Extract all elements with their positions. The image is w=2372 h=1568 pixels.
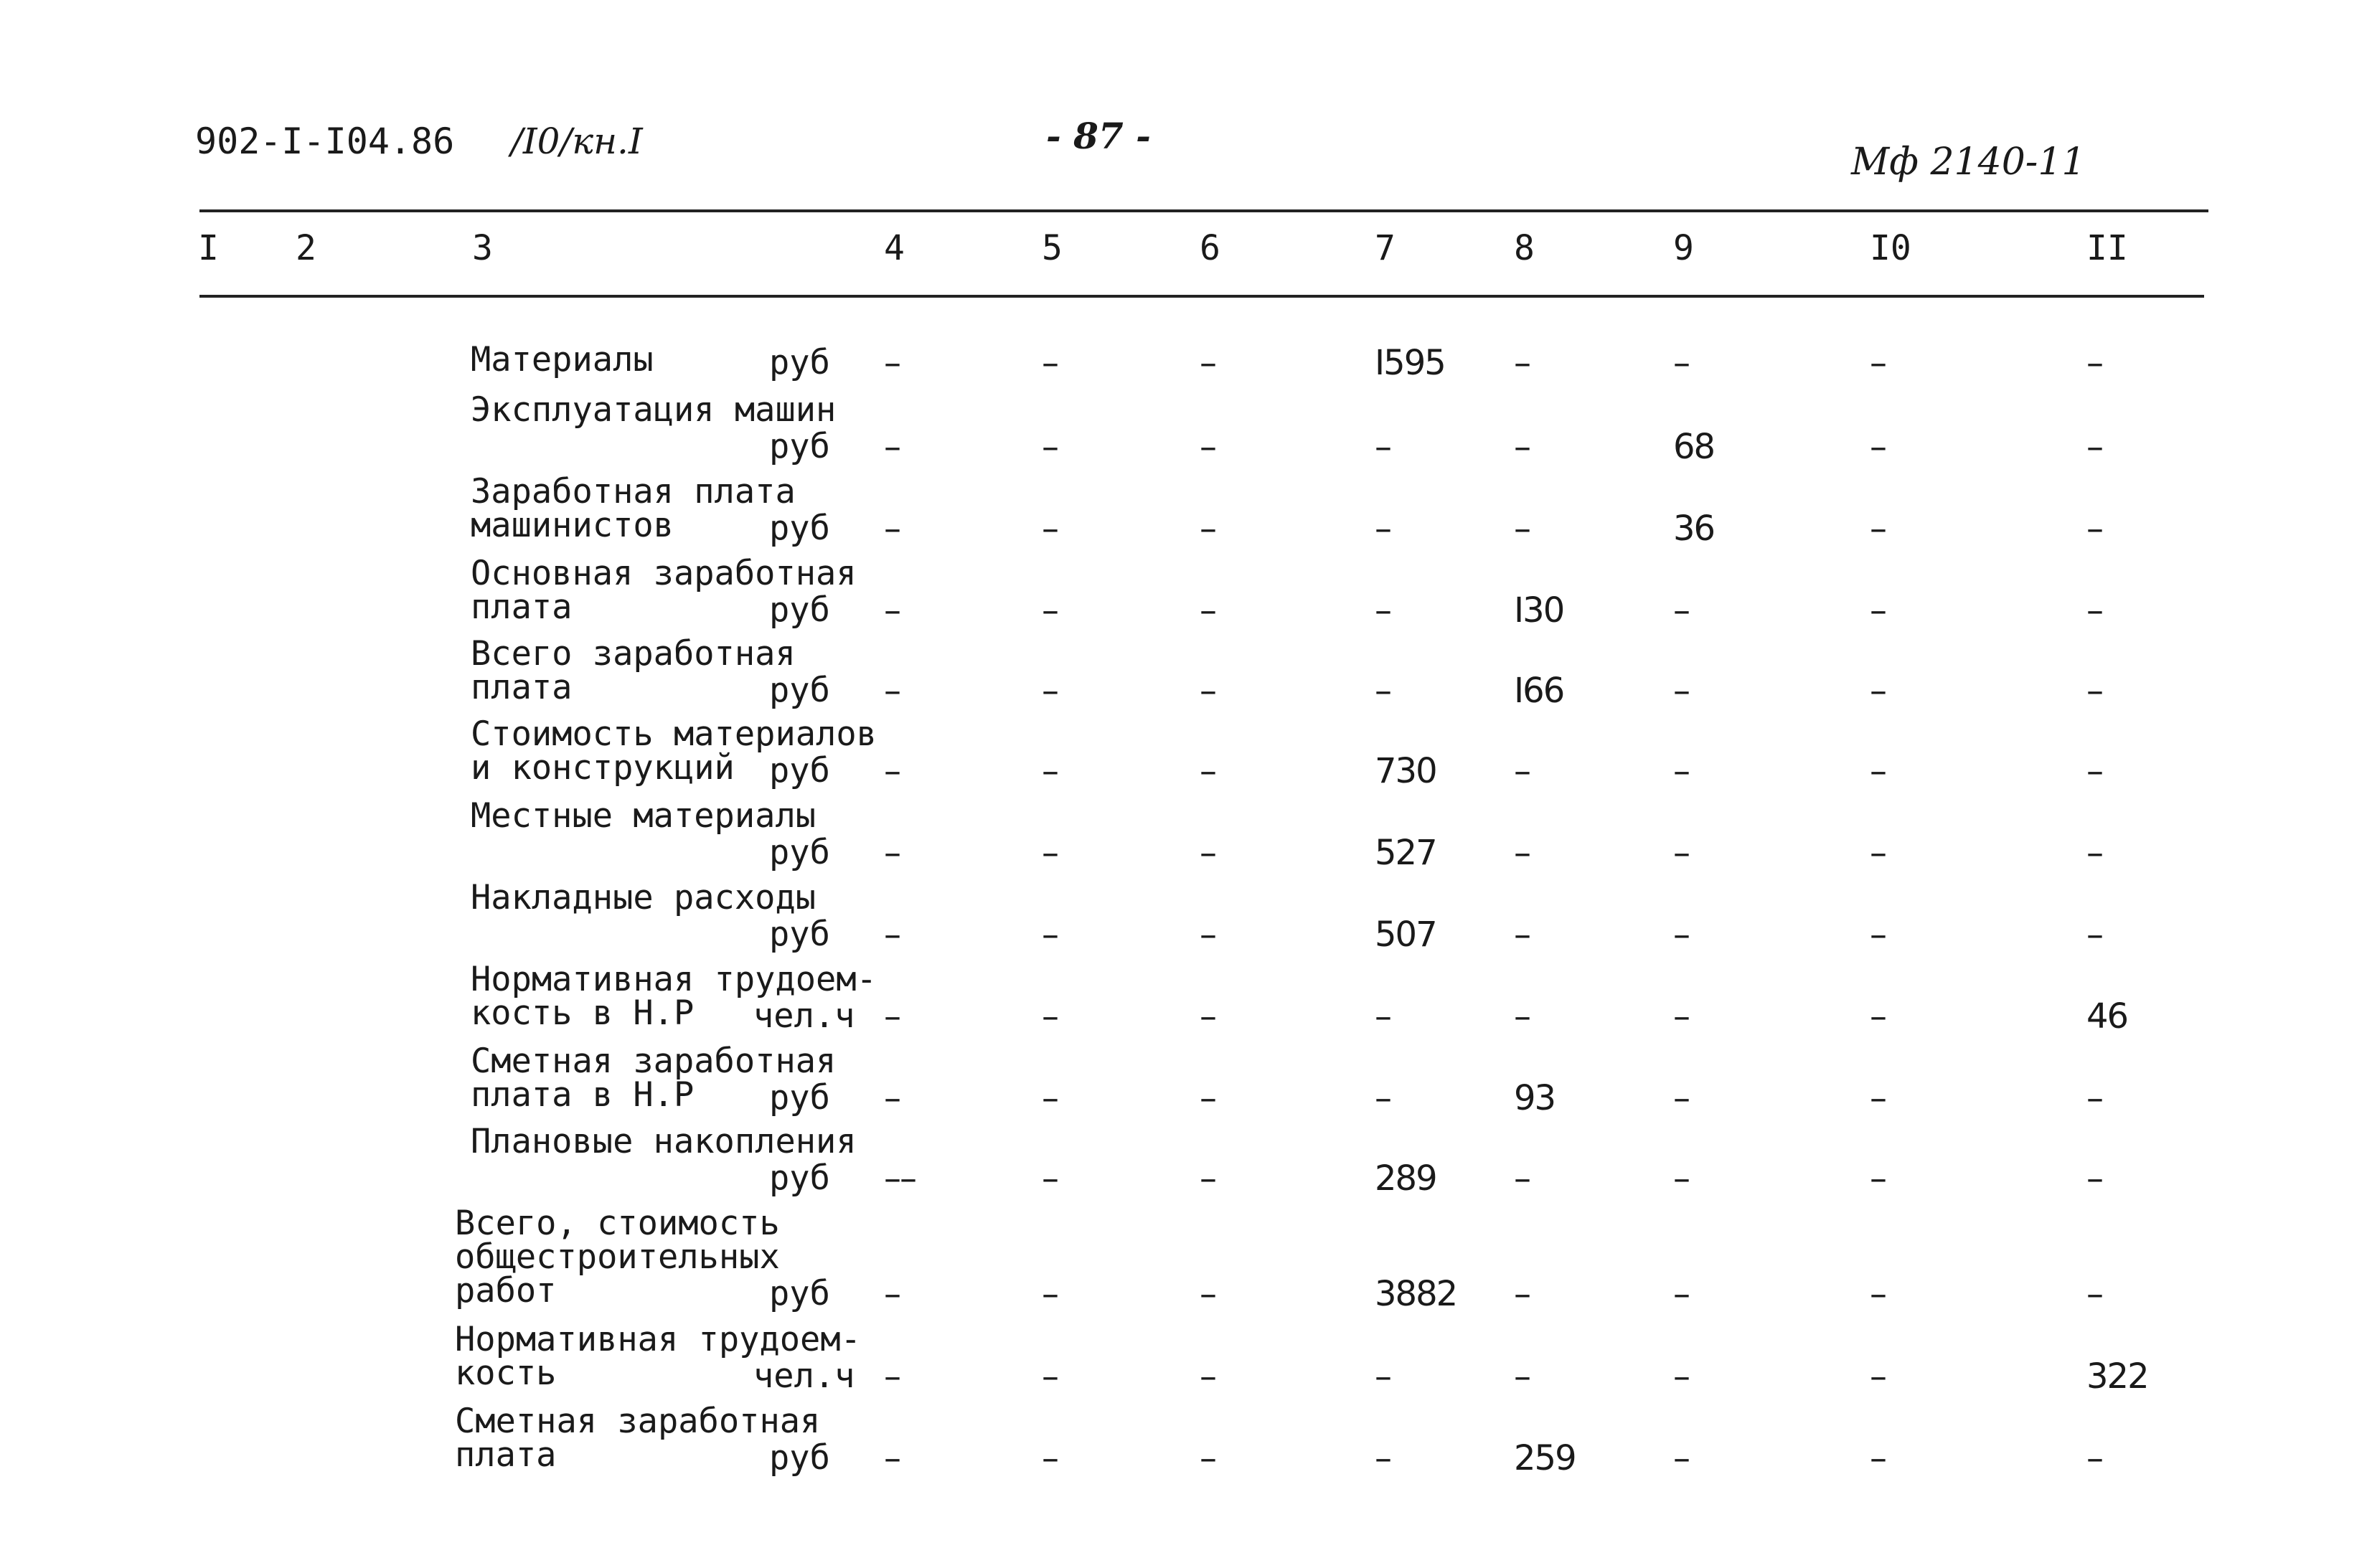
row-label: Сметная заработная плата в Н.Р (471, 1042, 837, 1115)
row-label: Всего заработная плата (471, 634, 796, 707)
table-cell: – (884, 915, 900, 955)
row-unit: чел.ч (753, 1356, 855, 1396)
table-cell: – (1375, 1438, 1390, 1478)
column-number: I (198, 228, 219, 268)
table-cell: – (1673, 590, 1689, 630)
table-cell: – (1673, 1158, 1689, 1199)
header-bottom-rule (199, 295, 2204, 298)
table-cell: 507 (1375, 915, 1436, 955)
table-cell: – (1200, 1158, 1215, 1199)
table-cell: I30 (1514, 590, 1564, 630)
row-label: Стоимость материалов и конструкций (471, 714, 877, 788)
table-cell: 289 (1375, 1158, 1436, 1199)
table-cell: – (1514, 509, 1530, 549)
table-cell: – (1673, 343, 1689, 383)
table-cell: – (2086, 751, 2102, 791)
table-cell: – (1375, 671, 1390, 711)
table-cell: 259 (1514, 1438, 1576, 1478)
table-cell: – (1870, 1158, 1886, 1199)
column-number: I0 (1870, 228, 1911, 268)
table-cell: 36 (1673, 509, 1715, 549)
table-cell: – (1200, 915, 1215, 955)
table-cell: – (1042, 751, 1058, 791)
row-label: Местные материалы (471, 796, 816, 836)
table-cell: – (1042, 671, 1058, 711)
table-cell: – (884, 996, 900, 1036)
row-label: Накладные расходы (471, 878, 816, 917)
table-cell: – (1870, 671, 1886, 711)
table-cell: – (2086, 509, 2102, 549)
table-cell: – (1673, 1274, 1689, 1314)
row-unit: руб (769, 833, 830, 872)
table-cell: – (1042, 1356, 1058, 1397)
table-cell: – (1514, 1158, 1530, 1199)
row-label: Заработная плата машинистов (471, 472, 796, 545)
row-label: Эксплуатация машин (471, 390, 837, 430)
table-cell: – (1514, 427, 1530, 467)
table-cell: 730 (1375, 751, 1436, 791)
row-unit: руб (769, 1158, 830, 1198)
row-unit: руб (769, 1438, 830, 1478)
row-label: Нормативная трудоем- кость (455, 1320, 861, 1393)
table-cell: – (884, 590, 900, 630)
table-cell: – (1870, 427, 1886, 467)
column-number: II (2086, 228, 2128, 268)
table-cell: – (1200, 590, 1215, 630)
table-cell: – (1870, 833, 1886, 873)
row-unit: руб (769, 509, 830, 548)
table-cell: I595 (1375, 343, 1445, 383)
table-cell: – (2086, 427, 2102, 467)
table-cell: I66 (1514, 671, 1564, 711)
table-cell: 93 (1514, 1078, 1556, 1118)
table-cell: – (884, 1078, 900, 1118)
table-cell: – (1870, 1438, 1886, 1478)
row-unit: руб (769, 590, 830, 630)
table-cell: – (1514, 915, 1530, 955)
table-cell: – (1673, 915, 1689, 955)
column-number: 8 (1514, 228, 1535, 268)
column-number: 3 (472, 228, 493, 268)
table-cell: – (1200, 996, 1215, 1036)
table-cell: – (1673, 833, 1689, 873)
table-cell: – (1200, 751, 1215, 791)
table-cell: – (2086, 833, 2102, 873)
table-cell: – (1042, 833, 1058, 873)
table-cell: – (1870, 751, 1886, 791)
table-cell: – (1514, 343, 1530, 383)
table-cell: – (1042, 1274, 1058, 1314)
table-cell: – (1200, 833, 1215, 873)
column-number: 5 (1042, 228, 1063, 268)
table-cell: – (1200, 671, 1215, 711)
table-cell: – (1042, 509, 1058, 549)
table-cell: – (1870, 1078, 1886, 1118)
table-cell: – (1042, 996, 1058, 1036)
table-cell: – (2086, 343, 2102, 383)
column-number: 4 (884, 228, 905, 268)
row-unit: руб (769, 343, 830, 382)
table-cell: – (1375, 427, 1390, 467)
table-cell: – (1514, 996, 1530, 1036)
row-unit: руб (769, 1078, 830, 1118)
table-cell: – (884, 1356, 900, 1397)
table-cell: – (2086, 671, 2102, 711)
table-cell: – (884, 1438, 900, 1478)
header-top-rule (199, 209, 2208, 212)
table-cell: – (884, 427, 900, 467)
column-number: 6 (1200, 228, 1220, 268)
table-cell: 322 (2086, 1356, 2148, 1397)
table-cell: 3882 (1375, 1274, 1457, 1314)
archive-code: Мф 2140-11 (1851, 141, 2086, 184)
row-unit: руб (769, 751, 830, 790)
table-cell: – (1200, 509, 1215, 549)
row-label: Сметная заработная плата (455, 1402, 821, 1475)
column-number: 9 (1673, 228, 1694, 268)
row-unit: руб (769, 915, 830, 954)
table-cell: –– (884, 1158, 916, 1199)
page-number: - 87 - (1046, 115, 1151, 157)
table-cell: – (1870, 915, 1886, 955)
table-cell: – (2086, 1158, 2102, 1199)
table-cell: – (1200, 427, 1215, 467)
table-cell: – (1042, 590, 1058, 630)
table-cell: – (1042, 1078, 1058, 1118)
document-code: 902-I-I04.86 (195, 121, 455, 162)
table-cell: – (1514, 1356, 1530, 1397)
row-label: Материалы (471, 340, 654, 379)
table-cell: – (1514, 833, 1530, 873)
table-cell: – (884, 671, 900, 711)
column-number: 7 (1375, 228, 1396, 268)
table-cell: – (1673, 671, 1689, 711)
table-cell: – (1200, 1274, 1215, 1314)
table-cell: 527 (1375, 833, 1436, 873)
table-cell: – (1870, 509, 1886, 549)
table-cell: – (1200, 1356, 1215, 1397)
sheet-reference: /I0/кн.I (511, 121, 643, 162)
table-cell: – (1375, 1356, 1390, 1397)
row-unit: чел.ч (753, 996, 855, 1036)
table-cell: – (1870, 1356, 1886, 1397)
table-cell: – (1042, 915, 1058, 955)
table-cell: – (1375, 590, 1390, 630)
table-cell: – (1870, 343, 1886, 383)
table-cell: – (1200, 1438, 1215, 1478)
table-cell: – (1042, 1158, 1058, 1199)
table-cell: – (1673, 996, 1689, 1036)
table-cell: 46 (2086, 996, 2128, 1036)
table-cell: – (884, 509, 900, 549)
row-unit: руб (769, 427, 830, 466)
table-cell: – (1375, 996, 1390, 1036)
table-cell: 68 (1673, 427, 1715, 467)
table-cell: – (2086, 915, 2102, 955)
table-cell: – (1673, 1356, 1689, 1397)
table-cell: – (2086, 1274, 2102, 1314)
table-cell: – (2086, 590, 2102, 630)
table-cell: – (884, 343, 900, 383)
table-cell: – (1870, 590, 1886, 630)
table-cell: – (1042, 427, 1058, 467)
table-cell: – (1200, 1078, 1215, 1118)
table-cell: – (1673, 1078, 1689, 1118)
table-cell: – (1200, 343, 1215, 383)
table-cell: – (1514, 751, 1530, 791)
table-cell: – (1375, 1078, 1390, 1118)
table-cell: – (1870, 1274, 1886, 1314)
column-number: 2 (296, 228, 316, 268)
row-label: Нормативная трудоем- кость в Н.Р (471, 960, 877, 1033)
table-cell: – (1042, 1438, 1058, 1478)
row-label: Всего, стоимость общестроительных работ (455, 1204, 780, 1310)
table-cell: – (1375, 509, 1390, 549)
row-unit: руб (769, 671, 830, 710)
table-cell: – (884, 1274, 900, 1314)
table-cell: – (1673, 751, 1689, 791)
table-cell: – (1042, 343, 1058, 383)
table-cell: – (1673, 1438, 1689, 1478)
row-label: Плановые накопления (471, 1122, 857, 1161)
table-cell: – (2086, 1438, 2102, 1478)
table-cell: – (2086, 1078, 2102, 1118)
table-cell: – (884, 751, 900, 791)
table-cell: – (1514, 1274, 1530, 1314)
row-unit: руб (769, 1274, 830, 1313)
table-cell: – (1870, 996, 1886, 1036)
table-cell: – (884, 833, 900, 873)
row-label: Основная заработная плата (471, 554, 857, 627)
